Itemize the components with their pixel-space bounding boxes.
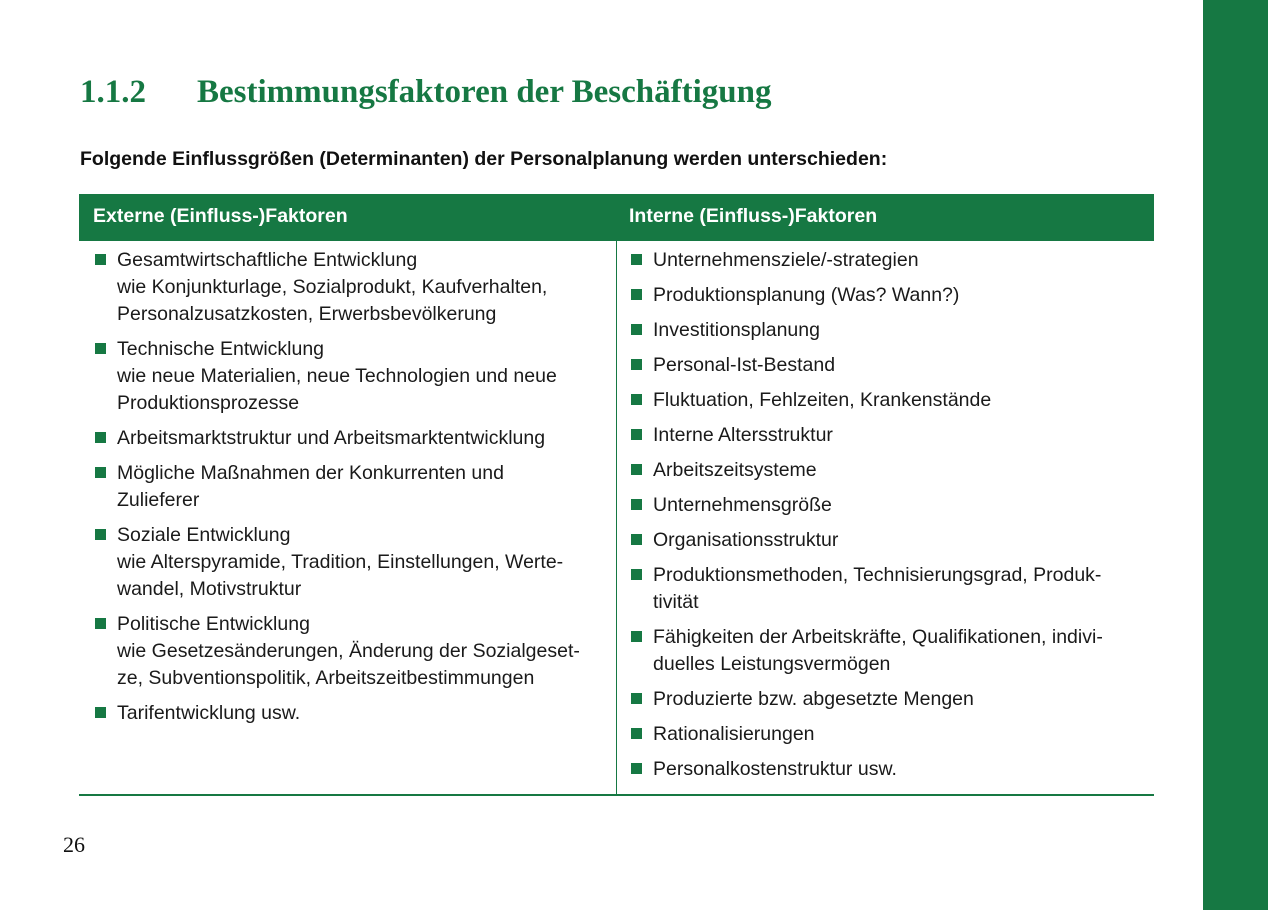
square-bullet-icon: [631, 289, 642, 300]
factor-item-line: wandel, Motivstruktur: [117, 578, 302, 600]
square-bullet-icon: [631, 631, 642, 642]
factor-item-line: Gesamtwirtschaftliche Entwicklung: [117, 249, 418, 271]
table-bottom-rule: [79, 794, 1154, 796]
internal-factors-header: Interne (Einfluss-)Faktoren: [629, 205, 878, 227]
factor-item-line: Personalkostenstruktur usw.: [653, 758, 897, 780]
square-bullet-icon: [631, 499, 642, 510]
factor-item-line: Politische Entwicklung: [117, 613, 310, 635]
external-factor-item: [93, 425, 603, 452]
factor-item-line: Produktionsmethoden, Technisierungsgrad, Produk-: [653, 564, 1102, 586]
factor-item-line: wie neue Materialien, neue Technologien und neue: [117, 365, 557, 387]
factor-item-line: Zulieferer: [117, 489, 200, 511]
factor-item-line: Soziale Entwicklung: [117, 524, 291, 546]
square-bullet-icon: [631, 254, 642, 265]
square-bullet-icon: [95, 618, 106, 629]
external-factor-item: [93, 700, 603, 727]
external-factor-item: [93, 247, 603, 328]
internal-factor-item: [629, 352, 1144, 379]
factor-item-line: Organisationsstruktur: [653, 529, 839, 551]
internal-factor-item: [629, 562, 1144, 616]
factor-item-line: Fähigkeiten der Arbeitskräfte, Qualifikationen, indivi-: [653, 626, 1103, 648]
internal-factor-item: [629, 317, 1144, 344]
factor-item-line: Investitionsplanung: [653, 319, 820, 341]
square-bullet-icon: [631, 728, 642, 739]
internal-factor-item: [629, 422, 1144, 449]
square-bullet-icon: [95, 707, 106, 718]
factor-item-line: Personal-Ist-Bestand: [653, 354, 836, 376]
square-bullet-icon: [631, 569, 642, 580]
section-heading: [80, 74, 771, 111]
factor-item-line: Rationalisierungen: [653, 723, 815, 745]
factor-item-line: Fluktuation, Fehlzeiten, Krankenstände: [653, 389, 992, 411]
intro-text: Folgende Einflussgrößen (Determinanten) der Personalplanung werden unterschieden:: [80, 148, 888, 170]
square-bullet-icon: [631, 394, 642, 405]
factor-item-line: Arbeitsmarktstruktur und Arbeitsmarktentwicklung: [117, 427, 546, 449]
factor-item-line: Interne Altersstruktur: [653, 424, 833, 446]
page-number: 26: [63, 832, 85, 857]
external-factor-item: [93, 611, 603, 692]
square-bullet-icon: [631, 693, 642, 704]
square-bullet-icon: [631, 763, 642, 774]
internal-factor-item: [629, 686, 1144, 713]
section-number: 1.1.2: [80, 74, 146, 110]
square-bullet-icon: [631, 534, 642, 545]
square-bullet-icon: [631, 464, 642, 475]
internal-factor-item: [629, 527, 1144, 554]
factor-item-line: Arbeitszeitsysteme: [653, 459, 817, 481]
square-bullet-icon: [631, 359, 642, 370]
factor-item-line: Unternehmensgröße: [653, 494, 832, 516]
side-color-bar: [1203, 0, 1268, 910]
factor-item-line: wie Alterspyramide, Tradition, Einstellungen, Werte-: [117, 551, 564, 573]
external-factor-item: [93, 460, 603, 514]
square-bullet-icon: [95, 343, 106, 354]
external-factors-header: Externe (Einfluss-)Faktoren: [93, 205, 348, 227]
factor-item-line: wie Gesetzesänderungen, Änderung der Sozialgeset-: [117, 640, 580, 662]
section-title: Bestimmungsfaktoren der Beschäftigung: [197, 74, 772, 110]
square-bullet-icon: [95, 529, 106, 540]
square-bullet-icon: [631, 324, 642, 335]
internal-factor-item: [629, 624, 1144, 678]
internal-factor-item: [629, 247, 1144, 274]
factor-item-line: ze, Subventionspolitik, Arbeitszeitbestimmungen: [117, 667, 535, 689]
external-factor-item: [93, 336, 603, 417]
internal-factor-item: [629, 492, 1144, 519]
internal-factor-item: [629, 721, 1144, 748]
square-bullet-icon: [95, 467, 106, 478]
factor-item-line: wie Konjunkturlage, Sozialprodukt, Kaufverhalten,: [117, 276, 548, 298]
factor-item-line: Mögliche Maßnahmen der Konkurrenten und: [117, 462, 504, 484]
factor-item-line: Personalzusatzkosten, Erwerbsbevölkerung: [117, 303, 497, 325]
internal-factor-item: [629, 457, 1144, 484]
factors-table: [79, 194, 1154, 795]
table-header-row: [79, 194, 1154, 241]
internal-factor-item: [629, 282, 1144, 309]
column-divider: [616, 241, 617, 795]
internal-factor-item: [629, 756, 1144, 783]
square-bullet-icon: [631, 429, 642, 440]
factor-item-line: tivität: [653, 591, 699, 613]
external-factor-item: [93, 522, 603, 603]
factor-item-line: Produktionsprozesse: [117, 392, 300, 414]
factor-item-line: Tarifentwicklung usw.: [117, 702, 301, 724]
factor-item-line: duelles Leistungsvermögen: [653, 653, 891, 675]
factor-item-line: Unternehmensziele/-strategien: [653, 249, 919, 271]
external-factors-list: [93, 247, 603, 735]
square-bullet-icon: [95, 254, 106, 265]
factor-item-line: Technische Entwicklung: [117, 338, 325, 360]
factor-item-line: Produzierte bzw. abgesetzte Mengen: [653, 688, 974, 710]
internal-factors-list: [629, 247, 1144, 791]
factor-item-line: Produktionsplanung (Was? Wann?): [653, 284, 960, 306]
internal-factor-item: [629, 387, 1144, 414]
square-bullet-icon: [95, 432, 106, 443]
